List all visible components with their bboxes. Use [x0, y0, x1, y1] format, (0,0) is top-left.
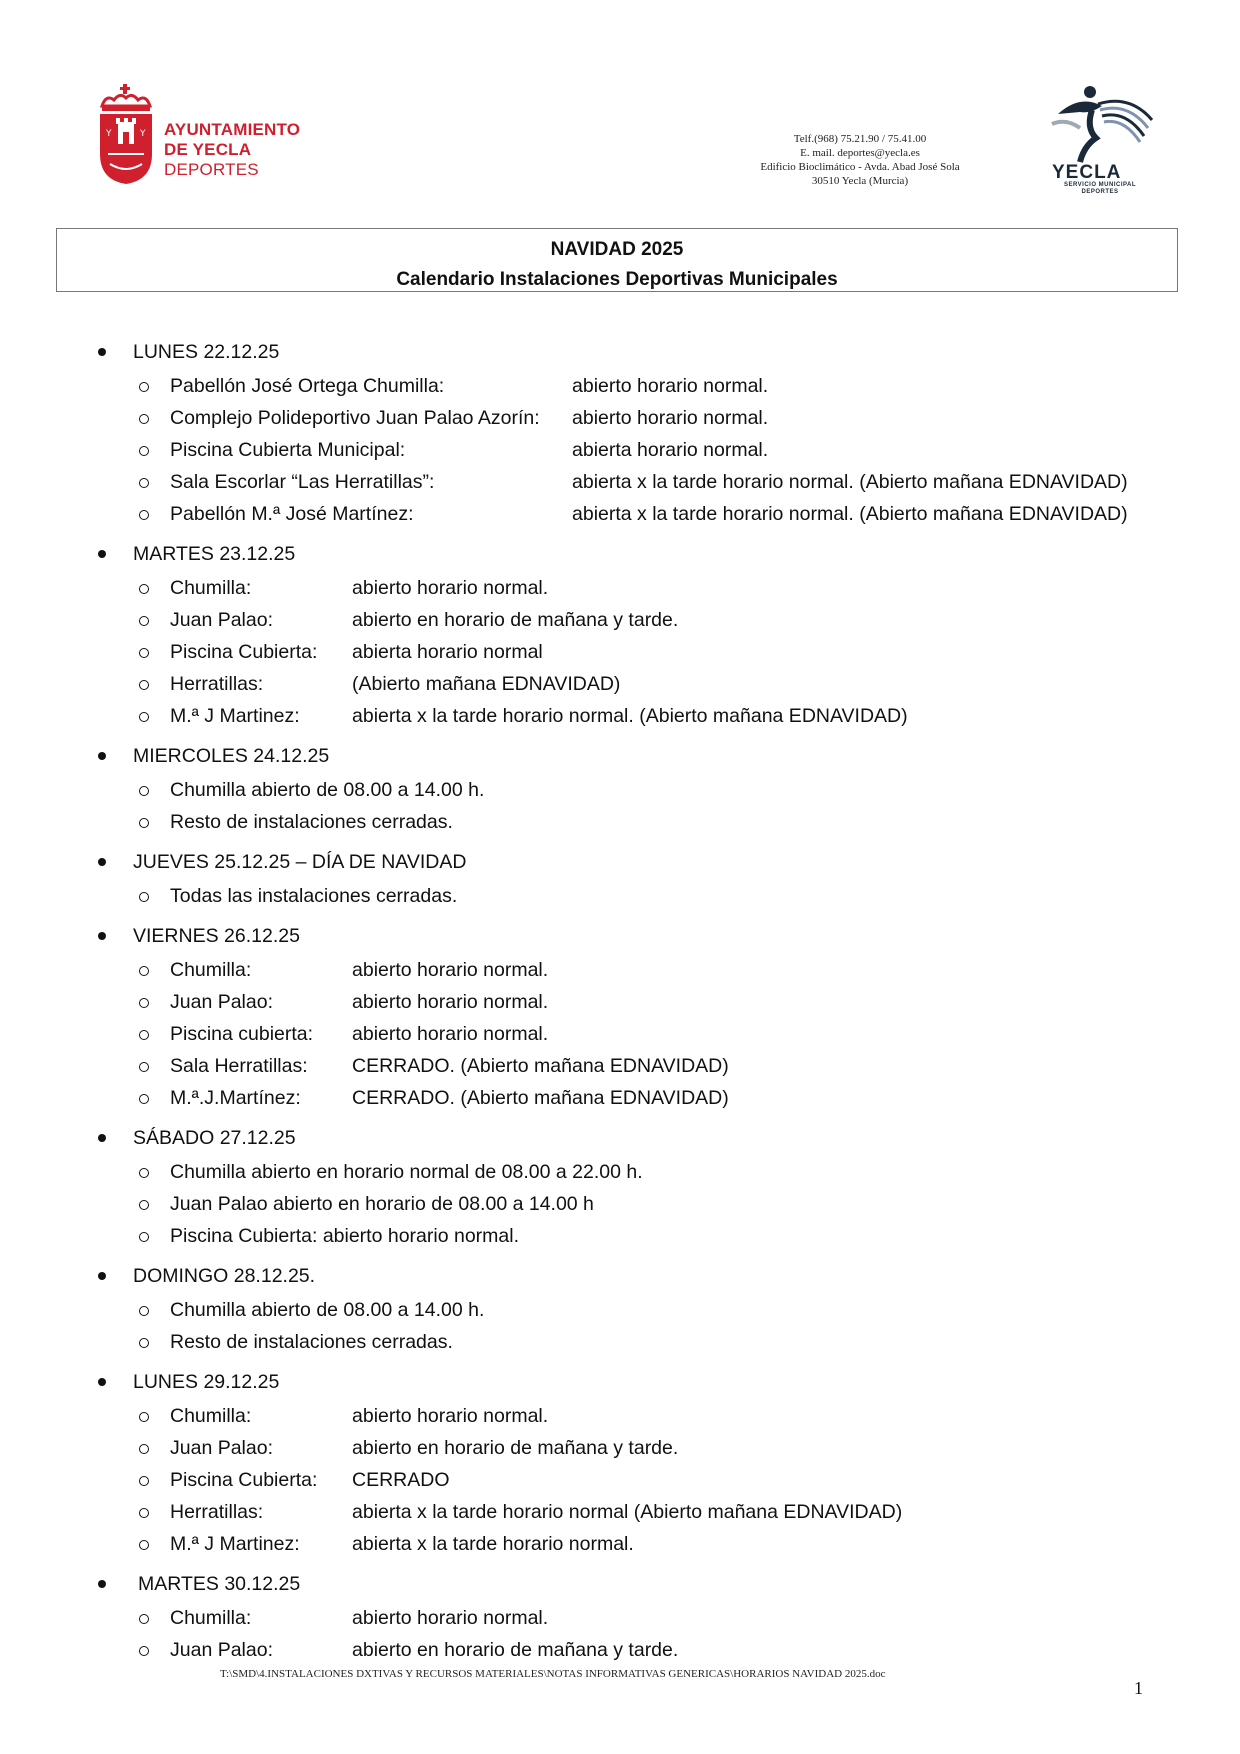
day-items	[0, 572, 1240, 732]
org-line-1: AYUNTAMIENTO	[164, 120, 301, 139]
facility-status: CERRADO. (Abierto mañana EDNAVIDAD)	[352, 1087, 729, 1109]
day-heading: LUNES 22.12.25	[0, 336, 1240, 368]
org-line-2: DE YECLA	[164, 140, 252, 159]
facility-label: Piscina Cubierta:	[170, 1469, 318, 1491]
day-items	[0, 370, 1240, 530]
list-item: Chumilla abierto de 08.00 a 14.00 h.	[0, 1294, 1240, 1326]
day-heading: LUNES 29.12.25	[0, 1366, 1240, 1398]
list-item	[0, 1400, 1240, 1432]
facility-label: Chumilla:	[170, 1607, 252, 1629]
list-item	[0, 954, 1240, 986]
list-item: Piscina Cubierta: abierto horario normal.	[0, 1220, 1240, 1252]
list-item	[0, 466, 1240, 498]
facility-status: abierto horario normal.	[352, 1023, 549, 1045]
facility-label: M.ª J Martinez:	[170, 1533, 300, 1555]
facility-label: Complejo Polideportivo Juan Palao Azorín:	[170, 407, 540, 429]
list-item	[0, 434, 1240, 466]
facility-status: abierta x la tarde horario normal. (Abierto mañana EDNAVIDAD)	[572, 503, 1128, 525]
list-item	[0, 636, 1240, 668]
list-item: Todas las instalaciones cerradas.	[0, 880, 1240, 912]
day-heading: MARTES 30.12.25	[0, 1568, 1240, 1600]
contact-block	[700, 132, 1020, 188]
list-item	[0, 1634, 1240, 1666]
day-items	[0, 1400, 1240, 1560]
title-box	[56, 228, 1178, 292]
facility-label: M.ª J Martinez:	[170, 705, 300, 727]
ayuntamiento-logo	[96, 84, 326, 194]
brand-subtitle: SERVICIO MUNICIPAL DEPORTES	[1063, 182, 1137, 195]
day-items	[0, 1156, 1240, 1252]
list-item	[0, 1602, 1240, 1634]
facility-status: abierto en horario de mañana y tarde.	[352, 609, 679, 631]
list-item	[0, 1082, 1240, 1114]
org-line-3: DEPORTES	[164, 160, 259, 179]
list-item: Resto de instalaciones cerradas.	[0, 806, 1240, 838]
facility-status: abierto en horario de mañana y tarde.	[352, 1437, 679, 1459]
facility-status: abierto horario normal.	[572, 375, 769, 397]
facility-status: abierto horario normal.	[352, 1405, 549, 1427]
list-item: Resto de instalaciones cerradas.	[0, 1326, 1240, 1358]
facility-label: Sala Escorlar “Las Herratillas”:	[170, 471, 435, 493]
list-item	[0, 1496, 1240, 1528]
list-item: Chumilla abierto en horario normal de 08.00 a 22.00 h.	[0, 1156, 1240, 1188]
list-item	[0, 668, 1240, 700]
facility-label: Piscina Cubierta Municipal:	[170, 439, 406, 461]
facility-status: abierta x la tarde horario normal. (Abierto mañana EDNAVIDAD)	[352, 705, 908, 727]
crest-icon	[96, 84, 156, 194]
facility-status: (Abierto mañana EDNAVIDAD)	[352, 673, 621, 695]
facility-status: abierta x la tarde horario normal. (Abierto mañana EDNAVIDAD)	[572, 471, 1128, 493]
list-item	[0, 1018, 1240, 1050]
facility-label: Chumilla:	[170, 577, 252, 599]
list-item	[0, 370, 1240, 402]
facility-label: Piscina Cubierta:	[170, 641, 318, 663]
day-heading: JUEVES 25.12.25 – DÍA DE NAVIDAD	[0, 846, 1240, 878]
svg-text:Y: Y	[106, 129, 112, 139]
list-item	[0, 700, 1240, 732]
list-item	[0, 1464, 1240, 1496]
facility-label: Juan Palao:	[170, 991, 273, 1013]
facility-label: Sala Herratillas:	[170, 1055, 308, 1077]
list-item	[0, 1432, 1240, 1464]
facility-label: M.ª.J.Martínez:	[170, 1087, 301, 1109]
facility-label: Pabellón José Ortega Chumilla:	[170, 375, 445, 397]
list-item	[0, 1050, 1240, 1082]
document-subtitle: Calendario Instalaciones Deportivas Municipales	[396, 269, 838, 290]
facility-status: abierta horario normal	[352, 641, 543, 663]
facility-status: abierta x la tarde horario normal.	[352, 1533, 634, 1555]
list-item	[0, 1528, 1240, 1560]
facility-label: Juan Palao:	[170, 1437, 273, 1459]
facility-status: CERRADO. (Abierto mañana EDNAVIDAD)	[352, 1055, 729, 1077]
contact-email: E. mail. deportes@yecla.es	[800, 147, 920, 159]
calendar-list	[0, 336, 1240, 1674]
facility-label: Juan Palao:	[170, 1639, 273, 1661]
page-number: 1	[1134, 1678, 1143, 1698]
contact-phone: Telf.(968) 75.21.90 / 75.41.00	[793, 133, 927, 145]
facility-label: Piscina cubierta:	[170, 1023, 314, 1045]
facility-status: abierta horario normal.	[572, 439, 769, 461]
contact-address: Edificio Bioclimático - Avda. Abad José Sola	[760, 161, 960, 173]
day-heading: VIERNES 26.12.25	[0, 920, 1240, 952]
list-item: Juan Palao abierto en horario de 08.00 a 14.00 h	[0, 1188, 1240, 1220]
day-items	[0, 774, 1240, 838]
list-item	[0, 986, 1240, 1018]
svg-text:Y: Y	[140, 129, 146, 139]
day-items	[0, 880, 1240, 912]
day-items	[0, 1294, 1240, 1358]
day-items	[0, 954, 1240, 1114]
list-item: Chumilla abierto de 08.00 a 14.00 h.	[0, 774, 1240, 806]
facility-label: Chumilla:	[170, 1405, 252, 1427]
day-heading: SÁBADO 27.12.25	[0, 1122, 1240, 1154]
facility-status: abierta x la tarde horario normal (Abierto mañana EDNAVIDAD)	[352, 1501, 903, 1523]
facility-label: Juan Palao:	[170, 609, 273, 631]
list-item	[0, 402, 1240, 434]
facility-status: CERRADO	[352, 1469, 450, 1491]
day-heading: MARTES 23.12.25	[0, 538, 1240, 570]
contact-city: 30510 Yecla (Murcia)	[811, 175, 909, 187]
facility-status: abierto horario normal.	[352, 577, 549, 599]
servicio-municipal-logo	[1040, 84, 1160, 200]
facility-label: Chumilla:	[170, 959, 252, 981]
brand-name: YECLA	[1052, 162, 1122, 183]
list-item	[0, 572, 1240, 604]
facility-status: abierto en horario de mañana y tarde.	[352, 1639, 679, 1661]
athlete-icon	[1040, 84, 1160, 164]
day-items	[0, 1602, 1240, 1666]
list-item	[0, 498, 1240, 530]
facility-status: abierto horario normal.	[352, 991, 549, 1013]
list-item	[0, 604, 1240, 636]
day-heading: DOMINGO 28.12.25.	[0, 1260, 1240, 1292]
day-heading: MIERCOLES 24.12.25	[0, 740, 1240, 772]
facility-label: Pabellón M.ª José Martínez:	[170, 503, 414, 525]
document-title: NAVIDAD 2025	[550, 239, 684, 260]
file-path: T:\SMD\4.INSTALACIONES DXTIVAS Y RECURSOS MATERIALES\NOTAS INFORMATIVAS GENERICAS\HORARIOS NAVIDAD 2025.doc	[220, 1668, 886, 1680]
facility-status: abierto horario normal.	[352, 1607, 549, 1629]
facility-status: abierto horario normal.	[572, 407, 769, 429]
facility-status: abierto horario normal.	[352, 959, 549, 981]
facility-label: Herratillas:	[170, 673, 264, 695]
facility-label: Herratillas:	[170, 1501, 264, 1523]
org-name	[164, 120, 300, 180]
